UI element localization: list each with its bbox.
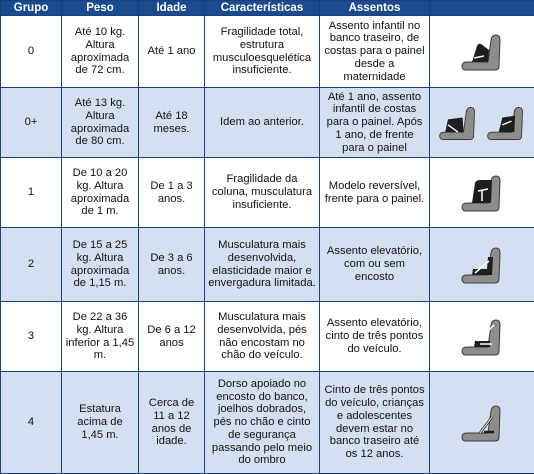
cell-peso: Estatura acima de 1,45 m.: [62, 372, 139, 474]
cell-caracteristicas: Fragilidade total, estrutura musculoesquelética insuficiente.: [205, 16, 320, 88]
header-caracteristicas: Características: [205, 1, 320, 16]
header-assentos: Assentos: [320, 1, 430, 16]
cell-assentos: Até 1 ano, assento infantil de costas para o painel. Após 1 ano, de frente para o painel: [320, 88, 430, 158]
cell-peso: De 10 a 20 kg. Altura aproximada de 1 m.: [62, 158, 139, 228]
cell-caracteristicas: Idem ao anterior.: [205, 88, 320, 158]
cell-assentos: Modelo reversível, frente para o painel.: [320, 158, 430, 228]
cell-icon: [430, 302, 534, 372]
cell-assentos: Assento infantil no banco traseiro, de costas para o painel desde a maternidade: [320, 16, 430, 88]
cell-icon: [430, 16, 534, 88]
cell-grupo: 4: [1, 372, 62, 474]
cell-peso: Até 13 kg. Altura aproximada de 80 cm.: [62, 88, 139, 158]
cell-idade: De 3 a 6 anos.: [139, 228, 205, 302]
convertible-child-seat-icon: [458, 173, 506, 213]
header-idade: Idade: [139, 1, 205, 16]
cell-assentos: Assento elevatório, cinto de três pontos do veículo.: [320, 302, 430, 372]
booster-seat-belt-icon: [458, 317, 506, 357]
cell-grupo: 3: [1, 302, 62, 372]
cell-grupo: 2: [1, 228, 62, 302]
cell-peso: De 22 a 36 kg. Altura inferior a 1,45 m.: [62, 302, 139, 372]
cell-caracteristicas: Dorso apoiado no encosto do banco, joelhos dobrados, pés no chão e cinto de segurança passando pelo meio do ombro: [205, 372, 320, 474]
cell-icon: [430, 158, 534, 228]
table-row: [1, 228, 534, 302]
table-row: [1, 88, 534, 158]
cell-grupo: 0: [1, 16, 62, 88]
rear-facing-infant-seat-icon: [458, 32, 506, 72]
vehicle-seat-belt-icon: [458, 403, 506, 443]
cell-assentos: Cinto de três pontos do veículo, crianças e adolescentes devem estar no banco traseiro até os 12 anos.: [320, 372, 430, 474]
cell-icon: [430, 228, 534, 302]
table-row: [1, 158, 534, 228]
cell-caracteristicas: Musculatura mais desenvolvida, pés não encostam no chão do veículo.: [205, 302, 320, 372]
header-row: [1, 1, 534, 16]
header-icon: [430, 1, 534, 16]
cell-icon: [430, 88, 534, 158]
cell-idade: Até 1 ano: [139, 16, 205, 88]
cell-idade: Até 18 meses.: [139, 88, 205, 158]
cell-caracteristicas: Musculatura mais desenvolvida, elasticidade maior e envergadura limitada.: [205, 228, 320, 302]
table-row: [1, 16, 534, 88]
cell-peso: Até 10 kg. Altura aproximada de 72 cm.: [62, 16, 139, 88]
cell-caracteristicas: Fragilidade da coluna, musculatura insuficiente.: [205, 158, 320, 228]
cell-idade: De 6 a 12 anos: [139, 302, 205, 372]
cell-peso: De 15 a 25 kg. Altura aproximada de 1,15 m.: [62, 228, 139, 302]
forward-facing-seat-icon: [484, 103, 528, 143]
cell-idade: Cerca de 11 a 12 anos de idade.: [139, 372, 205, 474]
cell-grupo: 1: [1, 158, 62, 228]
header-grupo: Grupo: [1, 1, 62, 16]
cell-icon: [430, 372, 534, 474]
booster-seat-with-backrest-icon: [458, 245, 506, 285]
header-peso: Peso: [62, 1, 139, 16]
rear-facing-seat-icon: [436, 103, 480, 143]
table-row: [1, 302, 534, 372]
table-row: [1, 372, 534, 474]
cell-idade: De 1 a 3 anos.: [139, 158, 205, 228]
cell-grupo: 0+: [1, 88, 62, 158]
cell-assentos: Assento elevatório, com ou sem encosto: [320, 228, 430, 302]
